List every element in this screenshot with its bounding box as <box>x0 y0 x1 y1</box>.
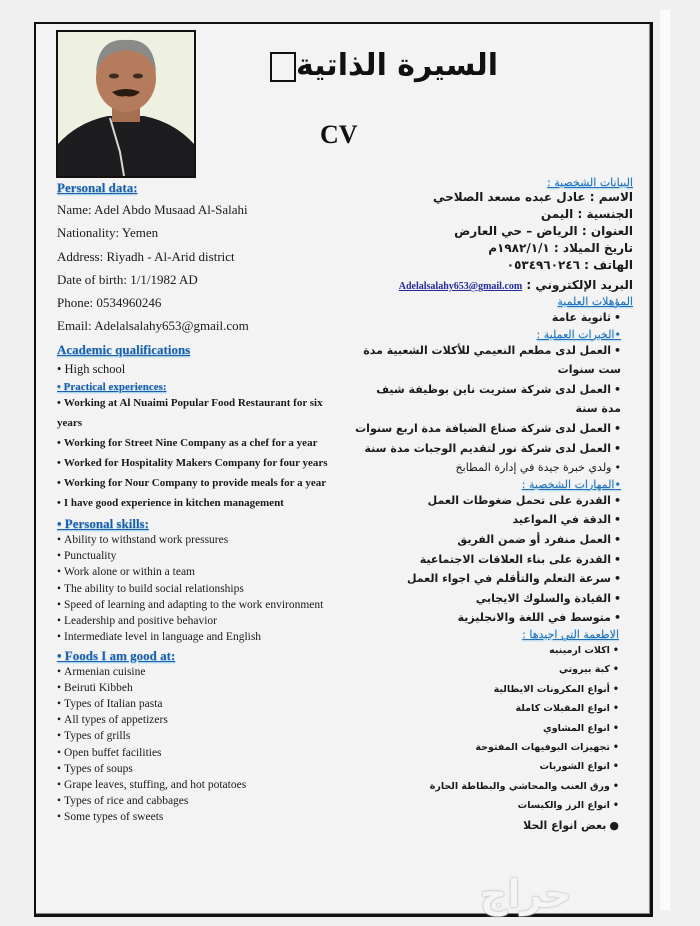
skill-item: • Work alone or within a team <box>57 566 195 579</box>
food-item: • Beiruti Kibbeh <box>57 681 133 694</box>
food-item: • Types of grills <box>57 730 131 743</box>
experience-heading: • Practical experiences: <box>57 381 167 394</box>
arabic-skill-item: •سرعة التعلم والتأقلم في اجواء العمل <box>406 572 621 586</box>
academic-item-text: High school <box>64 361 126 376</box>
food-item: • Types of Italian pasta <box>57 697 163 710</box>
experience-list <box>57 393 347 513</box>
personal-dob: Date of birth: 1/1/1982 AD <box>57 271 198 287</box>
profile-photo <box>56 30 196 178</box>
person-portrait-icon <box>58 32 194 176</box>
personal-email: Email: Adelalsalahy653@gmail.com <box>57 318 249 334</box>
arabic-food-item: •انواع المشاوي <box>543 722 619 734</box>
academic-item: • High school <box>57 361 126 376</box>
food-item: • Types of soups <box>57 762 133 775</box>
foods-heading: • Foods I am good at: <box>57 647 176 663</box>
arabic-phone: الهاتف : ٠٥٣٤٩٦٠٢٤٦ <box>506 258 633 272</box>
arabic-food-item: •ورق العنب والمحاشي والبطاطة الحارة <box>429 780 619 792</box>
arabic-email-label: البريد الإلكتروني : <box>526 278 633 292</box>
arabic-experience-item: •العمل لدى شركة ستريت ناين بوظيفة شيف مدة سنة <box>376 382 621 416</box>
food-item: • All types of appetizers <box>57 714 168 727</box>
arabic-personal-heading: البيانات الشخصية : <box>547 176 633 189</box>
arabic-foods-heading: الاطعمة التي اجيدها : <box>522 627 619 641</box>
arabic-dob: تاريخ الميلاد : ١٩٨٢/١/١م <box>488 241 633 255</box>
arabic-nationality: الجنسية : اليمن <box>540 207 633 221</box>
food-item: • Armenian cuisine <box>57 665 146 678</box>
personal-data-heading: Personal data: <box>57 180 138 195</box>
arabic-skills-heading: •المهارات الشخصية : <box>521 477 621 491</box>
skill-item: • Leadership and positive behavior <box>57 615 217 628</box>
arabic-skill-item: •القدرة على بناء العلاقات الاجتماعية <box>419 552 621 566</box>
email-link[interactable]: Adelalsalahy653@gmail.com <box>398 281 523 292</box>
arabic-food-item: ●بعض انواع الحلا <box>523 818 619 832</box>
experience-item: • Working for Nour Company to provide meals for a year <box>57 477 327 490</box>
title-cv: CV <box>320 120 358 149</box>
experience-item: • Worked for Hospitality Makers Company for four years <box>57 457 328 470</box>
arabic-food-item: •تجهيزات البوفيهات المفتوحة <box>475 741 619 753</box>
skill-item: • Intermediate level in language and English <box>57 631 262 644</box>
personal-phone: Phone: 0534960246 <box>57 295 162 311</box>
arabic-food-item: •أنواع المكرونات الايطالية <box>493 683 619 695</box>
arabic-name: الاسم : عادل عبده مسعد الصلاحي <box>432 190 633 204</box>
page-edge <box>660 10 670 910</box>
arabic-food-item: •اكلات ارمينيه <box>549 644 619 656</box>
arabic-food-item: •انواع الرز والكبسات <box>517 800 619 812</box>
arabic-food-item: •كبة بيروتي <box>559 664 619 676</box>
personal-address: Address: Riyadh - Al-Arid district <box>57 248 235 264</box>
arabic-experience-item: •العمل لدى مطعم النعيمي للأكلات الشعبية مدة ست سنوات <box>363 343 621 377</box>
arabic-food-item: •انواع الشوربات <box>539 761 619 773</box>
arabic-experience-list <box>355 341 621 478</box>
arabic-foods-list <box>355 641 619 835</box>
experience-item: • I have good experience in kitchen management <box>57 497 284 510</box>
empty-square-icon <box>270 52 296 82</box>
arabic-experience-item: •ولدي خبرة جيدة في إدارة المطابخ <box>455 461 621 475</box>
skill-item: • Punctuality <box>57 550 117 563</box>
academic-heading: Academic qualifications <box>57 341 191 357</box>
english-column <box>57 180 347 826</box>
personal-nationality: Nationality: Yemen <box>57 225 159 241</box>
haraj-watermark: حراج <box>480 872 572 916</box>
skills-heading: • Personal skills: <box>57 516 149 532</box>
foods-list <box>57 664 347 826</box>
food-item: • Grape leaves, stuffing, and hot potatoes <box>57 778 247 791</box>
arabic-skill-item: •القيادة والسلوك الايجابي <box>475 591 621 605</box>
title-arabic <box>238 48 498 83</box>
food-item: • Types of rice and cabbages <box>57 795 189 808</box>
arabic-food-item: •انواع المقبلات كاملة <box>515 703 619 715</box>
arabic-column <box>355 176 633 835</box>
food-item: • Open buffet facilities <box>57 746 162 759</box>
arabic-experience-item: •العمل لدى شركة صناع الضيافة مدة اربع سنوات <box>355 421 621 435</box>
arabic-skill-item: •متوسط في اللغة والانجليزية <box>457 611 621 625</box>
arabic-skill-item: •الدقة في المواعيد <box>512 513 621 527</box>
arabic-experience-item: •العمل لدى شركة نور لتقديم الوجبات مدة سنة <box>364 441 621 455</box>
arabic-skill-item: •العمل منفرد أو ضمن الفريق <box>457 532 621 546</box>
experience-item: • Working for Street Nine Company as a chef for a year <box>57 437 318 450</box>
experience-item: • Working at Al Nuaimi Popular Food Restaurant for six years <box>57 397 323 430</box>
arabic-academic-list <box>355 308 633 328</box>
skill-item: • Ability to withstand work pressures <box>57 534 229 547</box>
arabic-experience-heading: •الخبرات العملية : <box>536 327 621 341</box>
arabic-academic-item: •ثانوية عامة <box>551 311 621 324</box>
skill-item: • Speed of learning and adapting to the work environment <box>57 598 324 611</box>
arabic-address: العنوان : الرياض – حي العارض <box>454 224 633 238</box>
arabic-email-row <box>355 277 633 295</box>
food-item: • Some types of sweets <box>57 811 164 824</box>
arabic-academic-heading: المؤهلات العلمية <box>557 295 633 308</box>
skills-list <box>57 532 347 645</box>
title-arabic-text: السيرة الذاتية <box>295 48 498 83</box>
arabic-skills-list <box>355 491 621 628</box>
arabic-skill-item: •القدرة على تحمل ضغوطات العمل <box>427 493 621 507</box>
personal-name: Name: Adel Abdo Musaad Al-Salahi <box>57 202 248 217</box>
skill-item: • The ability to build social relationships <box>57 582 244 595</box>
